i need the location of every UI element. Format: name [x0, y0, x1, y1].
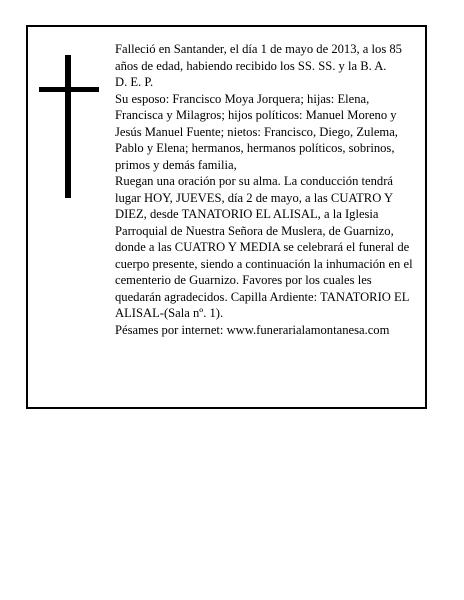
obituary-notice	[26, 25, 427, 409]
condolences-website: Pésames por internet: www.funerarialamontanesa.com	[115, 322, 390, 337]
funeral-details: Ruegan una oración por su alma. La conducción tendrá lugar HOY, JUEVES, día 2 de mayo, a las CUATRO Y DIEZ, desde TANATORIO EL ALISAL, a la Iglesia Parroquial de Nuestra Señora de Muslera, de Guarnizo, donde a las CUATRO Y MEDIA se celebrará el funeral de cuerpo presente, siendo a continuación la inhumación en el cementerio de Guarnizo. Favores por los cuales les quedarán agradecidos. Capilla Ardiente: TANATORIO EL ALISAL-(Sala nº. 1).	[115, 174, 413, 320]
cross-horizontal-bar	[39, 87, 99, 92]
cross-icon	[39, 55, 99, 198]
rip-line: D. E. P.	[115, 75, 154, 89]
family-list: Su esposo: Francisco Moya Jorquera; hijas: Elena, Francisca y Milagros; hijos políticos: Manuel Moreno y Jesús Manuel Fuente; nietos: Francisco, Diego, Zulema, Pablo y Elena; hermanos, hermanos políticos, sobrinos, primos y demás familia,	[115, 91, 398, 172]
notice-body	[115, 41, 415, 338]
cross-vertical-bar	[65, 55, 71, 198]
death-announcement: Falleció en Santander, el día 1 de mayo de 2013, a los 85 años de edad, habiendo recibido los SS. SS. y la B. A.	[115, 42, 402, 73]
